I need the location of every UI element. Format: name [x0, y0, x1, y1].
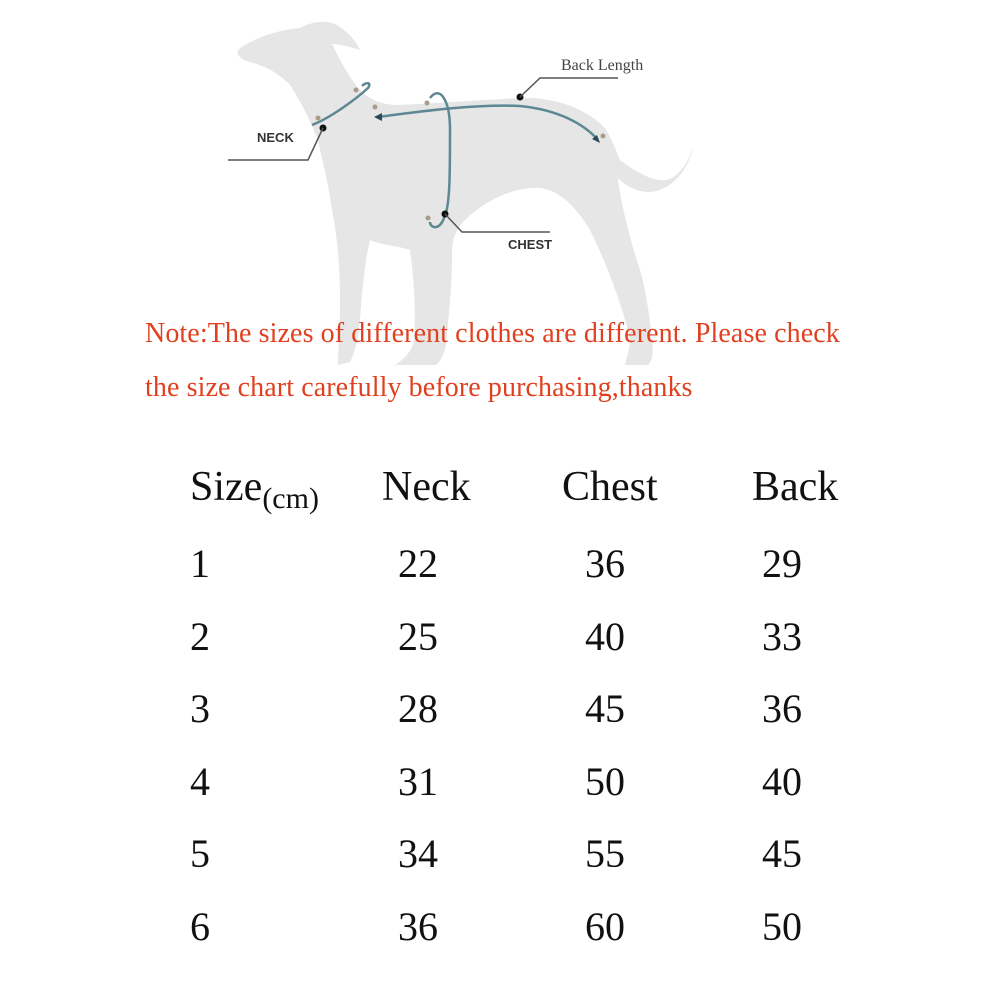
note-line-1: Note:The sizes of different clothes are different. Please check	[145, 318, 840, 349]
cell-neck: 25	[398, 613, 438, 659]
cell-size: 4	[190, 758, 210, 804]
measure-dot	[354, 88, 359, 93]
cell-neck: 34	[398, 831, 438, 876]
cell-back: 33	[762, 613, 802, 659]
header-back: Back	[752, 464, 839, 510]
cell-chest: 45	[585, 686, 625, 731]
cell-back: 40	[762, 758, 802, 804]
cell-size: 2	[190, 613, 210, 659]
cell-neck: 31	[398, 758, 438, 804]
measure-dot	[316, 116, 321, 121]
measure-dot	[601, 134, 606, 139]
cell-size: 6	[190, 903, 210, 949]
cell-chest: 36	[585, 541, 625, 586]
back-leader-line	[520, 78, 618, 97]
measure-dot	[425, 101, 430, 106]
cell-size: 3	[190, 686, 210, 731]
header-unit-label: (cm)	[262, 482, 319, 515]
cell-back: 29	[762, 541, 802, 586]
header-size	[190, 464, 319, 515]
cell-neck: 36	[398, 903, 438, 949]
cell-chest: 50	[585, 758, 625, 804]
cell-size: 5	[190, 831, 210, 876]
note-line-2: the size chart carefully before purchasing,thanks	[145, 372, 693, 403]
cell-size: 1	[190, 541, 210, 586]
header-chest: Chest	[562, 464, 658, 510]
cell-chest: 55	[585, 831, 625, 876]
neck-label: NECK	[257, 130, 294, 145]
cell-chest: 40	[585, 613, 625, 659]
cell-neck: 28	[398, 686, 438, 731]
cell-back: 36	[762, 686, 802, 731]
chest-label: CHEST	[508, 237, 553, 252]
cell-back: 45	[762, 831, 802, 876]
header-neck: Neck	[382, 464, 471, 510]
cell-back: 50	[762, 903, 802, 949]
header-size-label: Size	[190, 464, 263, 510]
measure-dot	[426, 216, 431, 221]
cell-chest: 60	[585, 903, 625, 949]
back-length-label: Back Length	[561, 57, 644, 74]
cell-neck: 22	[398, 541, 438, 586]
measure-dot	[373, 105, 378, 110]
